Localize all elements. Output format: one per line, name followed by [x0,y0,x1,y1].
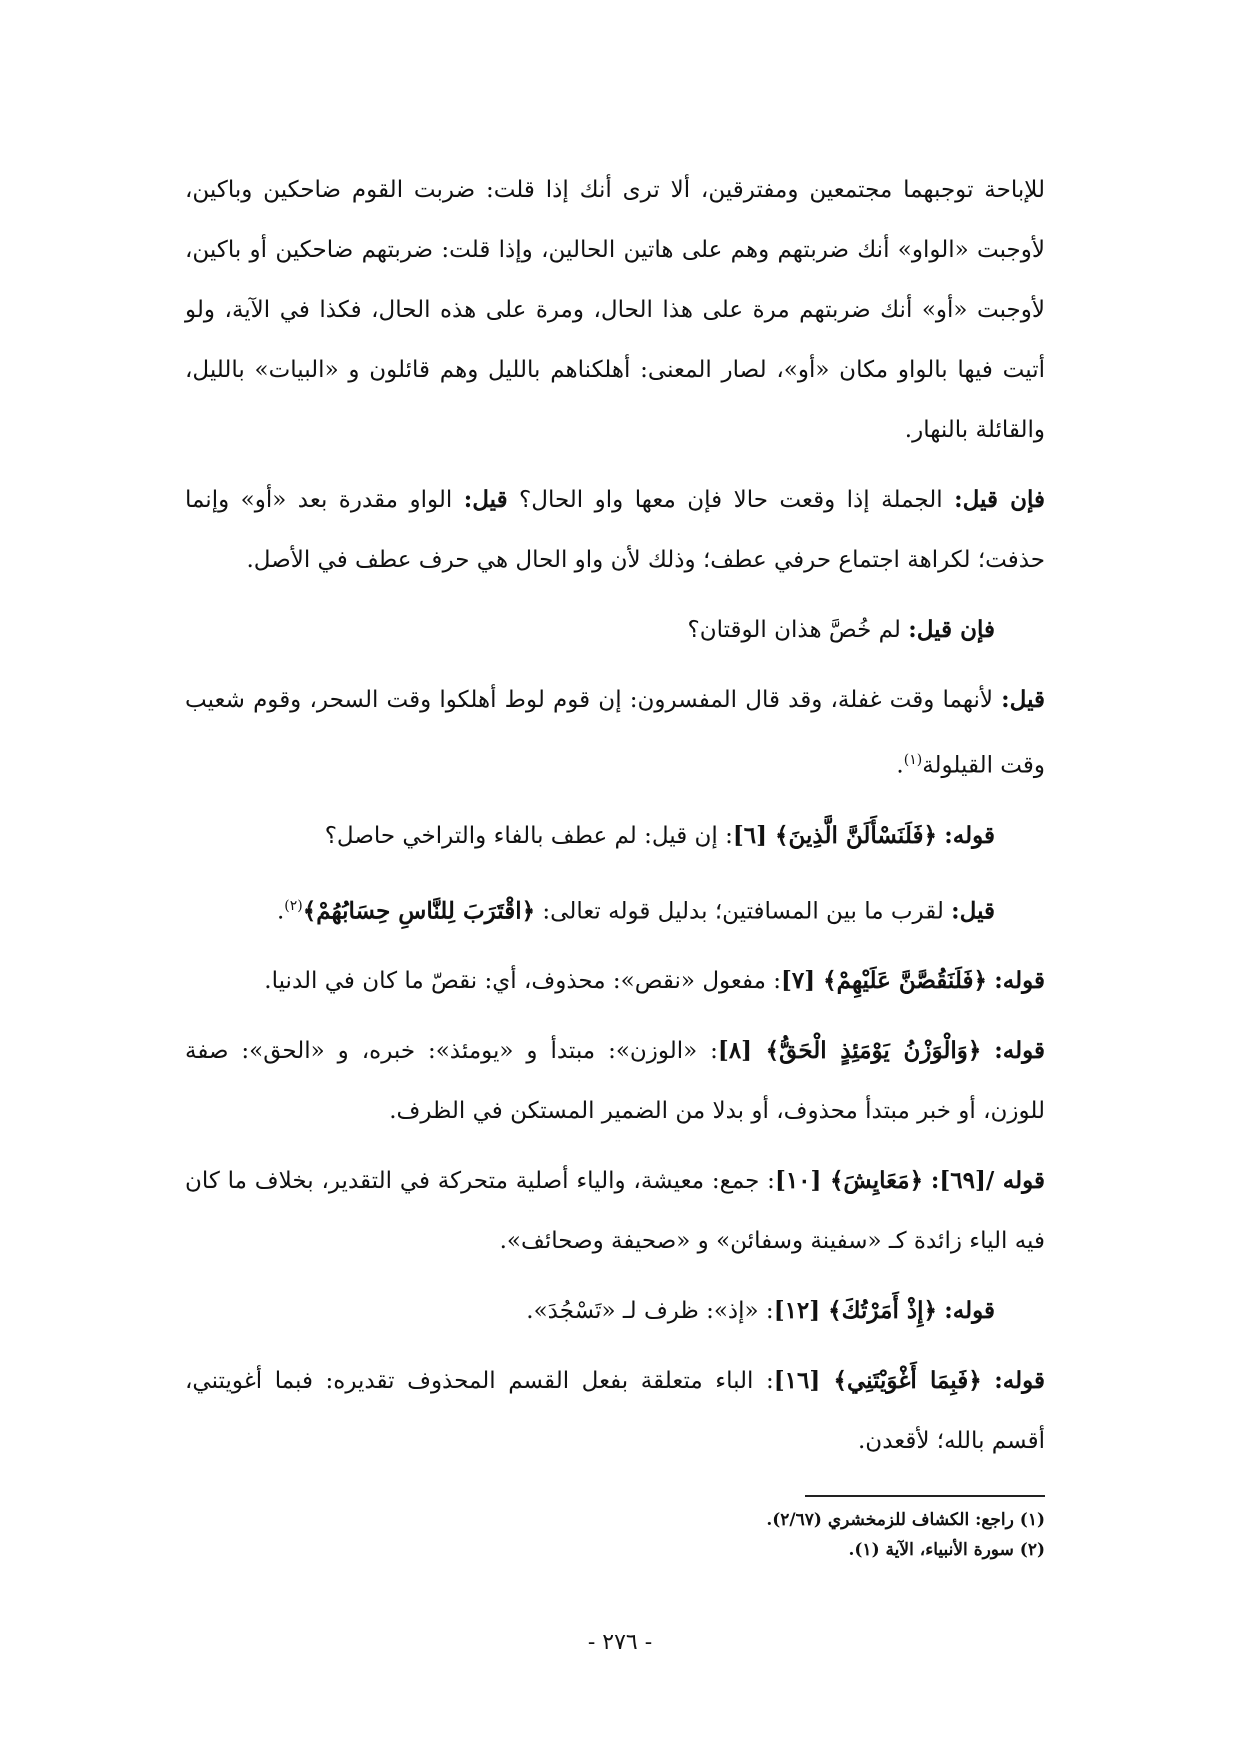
paragraph-text: لم خُصَّ هذان الوقتان؟ [687,617,901,643]
paragraph-tail: . [896,752,904,779]
paragraph-11 [185,1351,1045,1471]
paragraph-lead: قيل: [951,897,995,925]
paragraph-lead: قوله: [994,967,1045,995]
paragraph-8 [185,1021,1045,1141]
paragraph-lead: فإن قيل: [954,486,1045,513]
quran-verse: ﴿مَعَايِشَ﴾ [١٠] [774,1167,924,1195]
footnote-ref[interactable]: (١) [903,752,923,768]
footnotes [445,1505,1045,1565]
paragraph-tail: . [276,898,285,925]
paragraph-lead: قوله /[٦٩]: [930,1167,1045,1195]
paragraph-2 [185,470,1045,590]
quran-verse: ﴿اقْتَرَبَ لِلنَّاسِ حِسَابُهُمْ﴾ [302,897,536,925]
paragraph-9 [185,1151,1045,1271]
paragraph-lead: قوله: [944,1297,995,1325]
quran-verse: ﴿فَبِمَا أَغْوَيْتَنِي﴾ [١٦] [773,1367,982,1395]
footnote-1: (١) راجع: الكشاف للزمخشري (٢/٦٧). [766,1510,1045,1530]
quran-verse: ﴿وَالْوَزْنُ يَوْمَئِذٍ الْحَقُّ﴾ [٨] [717,1037,982,1065]
paragraph-lead: قيل: [1001,686,1046,713]
paragraph-lead: قوله: [994,1367,1046,1395]
quran-verse: ﴿إِذْ أَمَرْتُكَ﴾ [١٢] [773,1297,937,1325]
paragraph-lead: قوله: [994,1037,1045,1065]
footnote-ref[interactable]: (٢) [284,897,303,914]
main-text [185,160,1045,1481]
paragraph-5 [185,806,1045,866]
paragraph-lead: فإن قيل: [908,616,995,643]
paragraph-text: لأنهما وقت غفلة، وقد قال المفسرون: إن قوم لوط أهلكوا وقت السحر، وقوم شعيب وقت القيلولة [185,687,1045,779]
page-number: - ٢٧٦ - [587,1630,653,1655]
paragraph-1 [185,160,1045,460]
paragraph-text: للإباحة توجبهما مجتمعين ومفترقين، ألا ترى أنك إذا قلت: ضربت القوم ضاحكين وباكين، لأوجبت «الواو» أنك ضربتهم وهم على هاتين الحالين، وإذا قلت: ضربتهم ضاحكين أو باكين، لأوجبت «أو» أنك ضربتهم مرة على هذا الحال، ومرة على هذه الحال، فكذا في الآية، ولو أتيت فيها بالواو مكان «أو»، لصار المعنى: أهلكناهم بالليل وهم قائلون و «البيات» بالليل، والقائلة بالنهار. [185,177,1045,443]
paragraph-text: : الباء متعلقة بفعل القسم المحذوف تقديره: فبما أغويتني، أقسم بالله؛ لأقعدن. [185,1368,1045,1455]
paragraph-text: : «إذ»: ظرف لـ «تَسْجُدَ». [526,1298,774,1325]
paragraph-10 [185,1281,1045,1341]
paragraph-text: : مفعول «نقص»: محذوف، أي: نقصّ ما كان في الدنيا. [264,968,782,995]
paragraph-text-2: الواو مقدرة بعد «أو» وإنما حذفت؛ لكراهة اجتماع حرفي عطف؛ وذلك لأن واو الحال هي حرف عطف في الأصل. [185,487,1045,573]
footnote-divider [805,1495,1045,1497]
paragraph-text: الجملة إذا وقعت حالا فإن معها واو الحال؟ [519,487,943,513]
paragraph-text: : إن قيل: لم عطف بالفاء والتراخي حاصل؟ [324,822,733,849]
paragraph-lead-2: قيل: [463,486,508,513]
paragraph-text: لقرب ما بين المسافتين؛ بدليل قوله تعالى: [542,898,944,925]
paragraph-text: : «الوزن»: مبتدأ و «يومئذ»: خبره، و «الحق»: صفة للوزن، أو خبر مبتدأ محذوف، أو بدلا من الضمير المستكن في الظرف. [185,1038,1045,1125]
paragraph-7 [185,951,1045,1011]
quran-verse: ﴿فَلَنَسْأَلَنَّ الَّذِينَ﴾ [٦] [732,821,937,849]
quran-verse: ﴿فَلَنَقُصَّنَّ عَلَيْهِمْ﴾ [٧] [781,967,987,995]
paragraph-6 [185,876,1045,942]
footnote-2: (٢) سورة الأنبياء، الآية (١). [848,1540,1045,1560]
paragraph-4 [185,670,1045,796]
paragraph-lead: قوله: [944,821,995,849]
paragraph-text: : جمع: معيشة، والياء أصلية متحركة في التقدير، بخلاف ما كان فيه الياء زائدة كـ «سفينة وسفائن» و «صحيفة وصحائف». [185,1168,1045,1255]
paragraph-3 [185,600,1045,660]
